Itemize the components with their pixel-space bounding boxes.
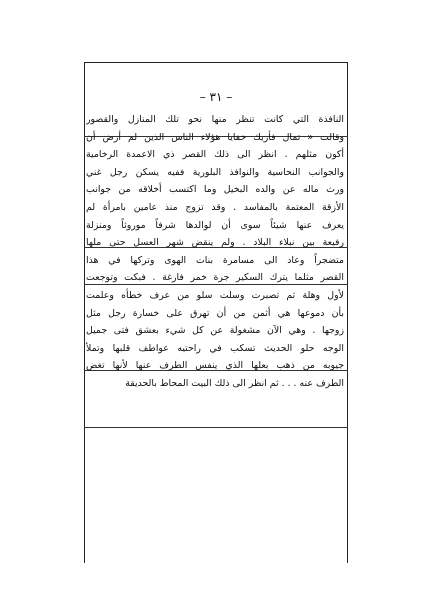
text-line: وقالت « تمال فأريك خفايا هؤلاء الناس الذين لم أرض أن — [86, 131, 344, 143]
text-line: الوجه حلو الحديث تسكب في راحتيه عواطف قلبها وتملأ — [86, 342, 344, 354]
text-line: جيوبه من ذهب بعلها الذي ينفس الطرف عنها لأنها تغض — [86, 360, 344, 372]
text-line: لأول وهلة ثم تصبرت وسلت سلو من عرف خطأه وعلمت — [86, 289, 344, 301]
text-line: يعرف عنها شيئاً سوى أن لوالدها شرفاً موروثاً ومنزلة — [86, 219, 344, 231]
text-line: الأزقة المعتمة بالمفاسد . وقد تزوج منذ عامين بامرأة لم — [86, 201, 344, 213]
text-line: بأن دموعها هي أثمن من أن تهرق على خسارة رجل مثل — [86, 307, 344, 319]
text-line: متضجراً وعاد الى مسامرة بنات الهوى وتركها في هذا — [86, 254, 344, 266]
text-line: أكون مثلهم . انظر الى ذلك القصر ذي الاعمدة الرخامية — [86, 149, 344, 161]
text-line: الطرف عنه . . . ثم انظر الى ذلك البيت المحاط بالحديقة — [125, 377, 344, 389]
page-number: – ٣١ – — [199, 90, 233, 104]
text-line: القصر مثلما يترك السكير جرة خمر فارغة . فبكت وتوجعت — [86, 272, 344, 284]
text-line: ورث ماله عن والده البخيل وما اكتسب أخلاقه من جوانب — [86, 184, 344, 196]
text-line: النافذة التي كانت تنظر منها نحو تلك المنازل والقصور — [86, 114, 344, 125]
text-line: رفيعة بين نبلاء البلاد . ولم ينقض شهر العسل حتى ملها — [86, 237, 344, 249]
text-line: زوجها . وهي الآن مشغولة عن كل شيء بعشق فتى جميل — [86, 325, 344, 337]
text-line: والجوانب النحاسية والنوافذ البلورية ففيه يسكن رجل غني — [86, 166, 344, 178]
ruled-line — [84, 427, 348, 428]
arabic-text-body — [86, 111, 344, 393]
